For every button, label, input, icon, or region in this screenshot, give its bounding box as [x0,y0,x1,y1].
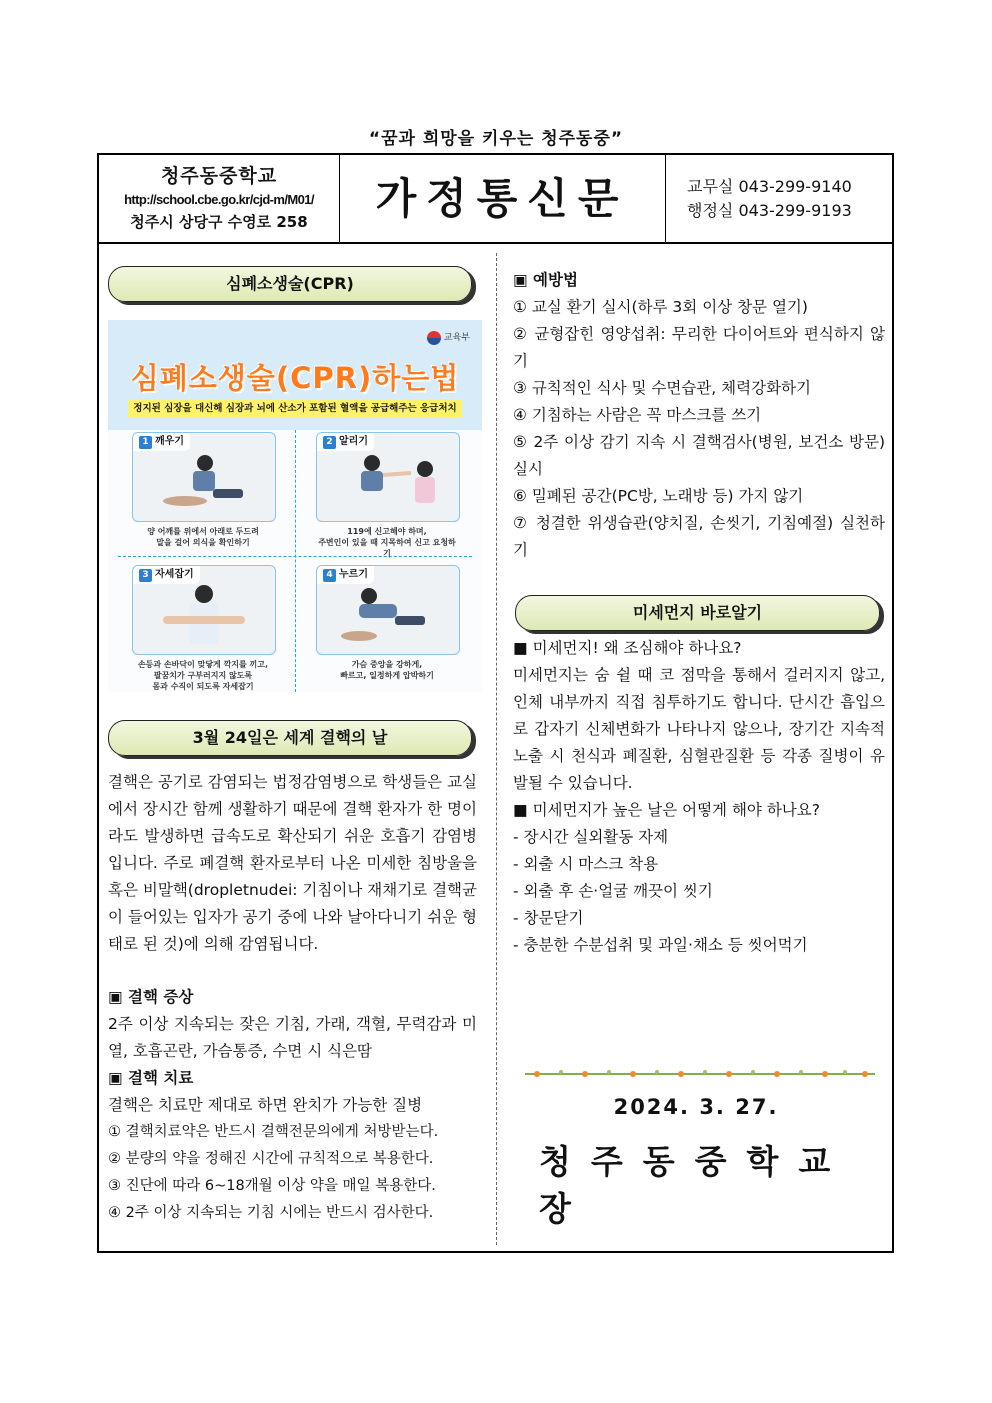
tb-treatment-item: ② 분량의 약을 정해진 시간에 규칙적으로 복용한다. [108,1151,434,1167]
tb-treatment-title: ▣ 결핵 치료 [108,1069,194,1087]
cpr-step-caption: 손등과 손바닥이 맞닿게 깍지를 끼고, 팔꿈치가 구부러지지 않도록 몸과 수직이 되도록 자세잡기 [137,660,269,691]
tb-symptoms: 2주 이상 지속되는 잦은 기침, 가래, 객혈, 무력감과 미열, 호흡곤란, 가슴통증, 수면 시 식은땀 [108,1015,477,1060]
cpr-title: 심폐소생술(CPR)하는법 [130,361,460,395]
prevention-item: ② 균형잡힌 영양섭취: 무리한 다이어트와 편식하지 않기 [513,325,885,370]
school-info [99,155,340,242]
flower-border-icon [525,1068,875,1080]
cpr-step-3 [132,565,274,692]
cpr-step-2 [316,432,458,559]
cpr-step-photo: 2 알리기 [316,432,460,522]
dust-answer-1: 미세먼지는 숨 쉴 때 코 점막을 통해서 걸러지지 않고, 인체 내부까지 직접 침투하기도 합니다. 단시간 흡입으로 갑자기 신체변화가 나타나지 않으나, 장기간 지속적 노출 시 천식과 폐질환, 심혈관질환 등 각종 질병이 유발될 수 있습니다. [513,666,885,792]
prevention-item: ⑦ 청결한 위생습관(양치질, 손씻기, 기침예절) 실천하기 [513,514,885,559]
tb-symptoms-title: ▣ 결핵 증상 [108,988,194,1006]
prevention-item: ④ 기침하는 사람은 꼭 마스크를 쓰기 [513,406,762,424]
ministry-logo: 교육부 [427,330,470,345]
cpr-step-caption: 가슴 중앙을 강하게, 빠르고, 일정하게 압박하기 [340,660,434,680]
cpr-step-caption: 119에 신고해야 하며, 주변인이 있을 때 지목하여 신고 요청하기 [318,527,456,558]
cpr-step-photo: 4 누르기 [316,565,460,655]
dust-question-1: ■ 미세먼지! 왜 조심해야 하나요? [513,639,742,657]
cpr-step-4 [316,565,458,681]
issue-date: 2024. 3. 27. [613,1095,779,1119]
contact-info [687,175,852,223]
prevention-item: ⑤ 2주 이상 감기 지속 시 결핵검사(병원, 보건소 방문) 실시 [513,433,885,478]
page-title: 가정통신문 [339,155,666,242]
cpr-step-photo: 3 자세잡기 [132,565,276,655]
tb-treatment-intro: 결핵은 치료만 제대로 하면 완치가 가능한 질병 [108,1096,423,1114]
dust-question-2: ■ 미세먼지가 높은 날은 어떻게 해야 하나요? [513,801,820,819]
prevention-title: ▣ 예방법 [513,271,578,289]
tb-heading: 3월 24일은 세계 결핵의 날 [108,720,472,756]
cpr-heading: 심폐소생술(CPR) [108,266,472,302]
tb-intro: 결핵은 공기로 감염되는 법정감염병으로 학생들은 교실에서 장시간 함께 생활하기 때문에 결핵 환자가 한 명이라도 발생하면 급속도로 확산되기 쉬운 호흡기 감염병입니다. 주로 폐결핵 환자로부터 나온 미세한 침방울을 혹은 비말핵(dropletnudei: 기침이나 재채기로 결핵균이 들어있는 입자가 공기 중에 나와 날아다니기 쉬운 형태로 된 것)에 의해 감염됩니다. [108,773,478,953]
cpr-step-1 [132,432,274,548]
prevention-item: ① 교실 환기 실시(하루 3회 이상 창문 열기) [513,298,808,316]
dust-tip: - 충분한 수분섭취 및 과일·채소 등 씻어먹기 [513,936,808,954]
prevention-section [513,267,885,564]
motto: “꿈과 희망을 키우는 청주동중” [368,129,624,149]
dust-tip: - 장시간 실외활동 자제 [513,828,669,846]
tb-treatment-item: ④ 2주 이상 지속되는 기침 시에는 반드시 검사한다. [108,1205,434,1221]
principal-signature: 청주동중학교장 [539,1142,851,1228]
cpr-step-photo: 1 깨우기 [132,432,276,522]
cpr-step-caption: 양 어깨를 위에서 아래로 두드려 말을 걸어 의식을 확인하기 [147,527,259,547]
school-address: 청주시 상당구 수영로 258 [130,213,308,231]
dust-heading: 미세먼지 바로알기 [515,595,880,631]
phone-admin: 행정실 043-299-9193 [687,201,852,220]
school-url[interactable]: http://school.cbe.go.kr/cjd-m/M01/ [124,192,314,207]
dust-tip: - 외출 시 마스크 착용 [513,855,659,873]
dust-tip: - 창문닫기 [513,909,584,927]
school-name: 청주동중학교 [160,165,278,187]
newsletter-frame [97,153,894,1253]
tb-treatment-item: ③ 진단에 따라 6~18개월 이상 약을 매일 복용한다. [108,1178,436,1194]
cpr-subtitle: 정지된 심장을 대신해 심장과 뇌에 산소가 포함된 혈액을 공급해주는 응급처치 [128,400,462,418]
dust-section [513,635,885,959]
prevention-item: ③ 규칙적인 식사 및 수면습관, 체력강화하기 [513,379,811,397]
taegeuk-icon [427,331,441,345]
header [99,155,892,244]
prevention-item: ⑥ 밀폐된 공간(PC방, 노래방 등) 가지 않기 [513,487,804,505]
cpr-infographic [108,320,482,692]
tb-treatment-item: ① 결핵치료약은 반드시 결핵전문의에게 처방받는다. [108,1124,439,1140]
dust-tip: - 외출 후 손·얼굴 깨끗이 씻기 [513,882,713,900]
phone-office: 교무실 043-299-9140 [687,177,852,196]
tb-section [108,769,477,1227]
